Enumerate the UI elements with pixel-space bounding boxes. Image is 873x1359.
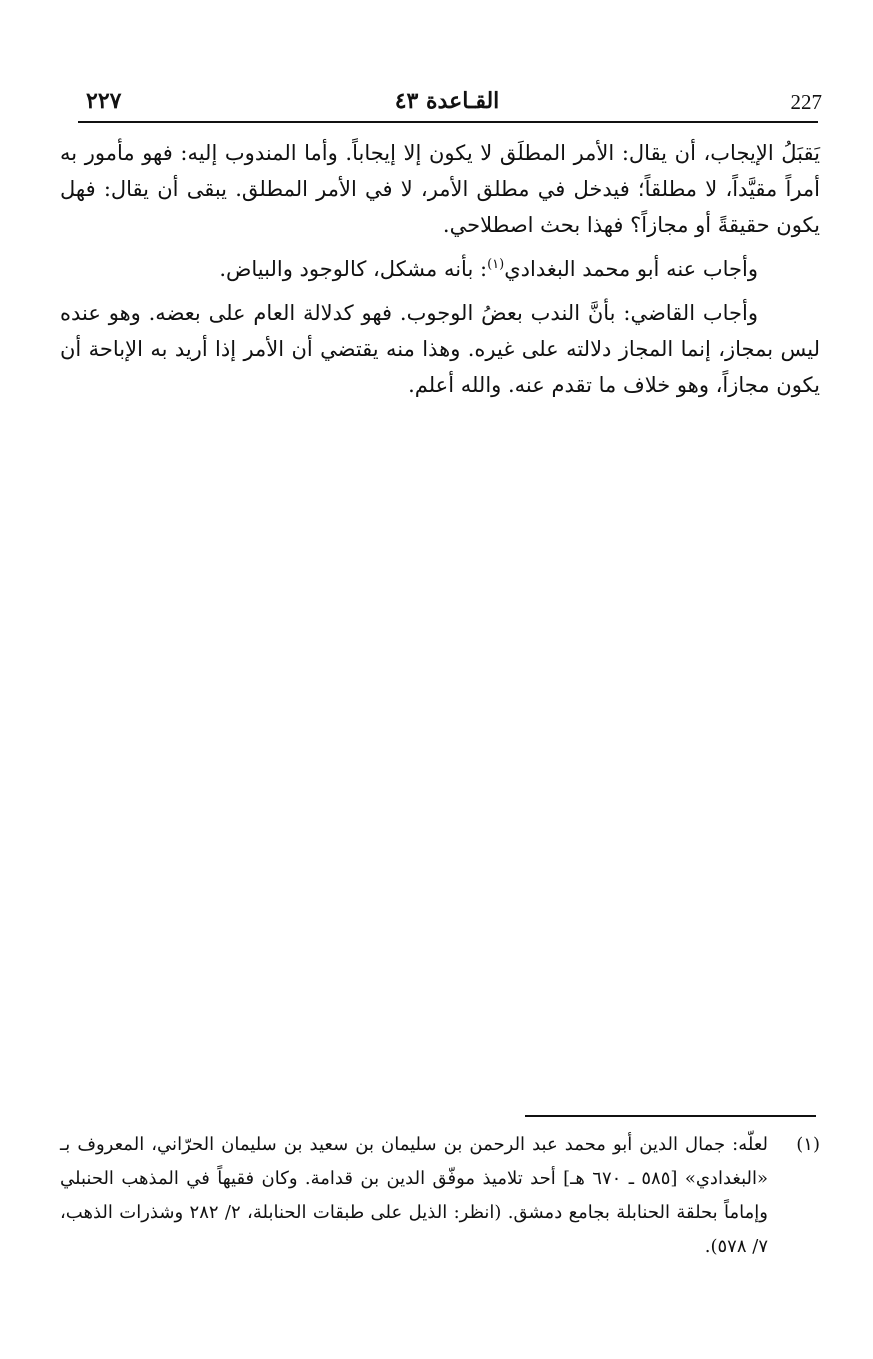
footnote-marker: (١): [796, 1134, 820, 1155]
paragraph-2-end: : بأنه مشكل، كالوجود والبياض.: [219, 257, 488, 281]
page-number-latin: 227: [790, 90, 822, 114]
footnote-reference: (١): [487, 257, 505, 272]
running-title: القـاعدة ٤٣: [394, 88, 500, 114]
paragraph-2: [60, 251, 820, 287]
header-rule: [78, 121, 818, 123]
footnote-text: لعلّه: جمال الدين أبو محمد عبد الرحمن بن سليمان بن سعيد بن سليمان الحرّاني، المعروف بـ «البغدادي» [٥٨٥ ـ ٦٧٠ هـ] أحد تلاميذ موفّق الدين بن قدامة. وكان فقيهاً في المذهب الحنبلي وإماماً بحلقة الحنابلة بجامع دمشق. (انظر: الذيل على طبقات الحنابلة، ٢/ ٢٨٢ وشذرات الذهب، ٧/ ٥٧٨).: [60, 1134, 769, 1257]
footnote-1: [60, 1128, 820, 1264]
main-text: [60, 135, 820, 411]
footnotes: [60, 1128, 820, 1264]
page-number-arabic: ٢٢٧: [86, 88, 122, 114]
footnote-rule: [525, 1115, 816, 1117]
paragraph-3: وأجاب القاضي: بأنَّ الندب بعضُ الوجوب. فهو كدلالة العام على بعضه. وهو عنده ليس بمجاز، إنما المجاز دلالته على غيره. وهذا منه يقتضي أن الأمر إذا أريد به الإباحة أن يكون مجازاً، وهو خلاف ما تقدم عنه. والله أعلم.: [60, 301, 820, 397]
page-header: [78, 84, 822, 120]
paragraph-2-start: وأجاب عنه أبو محمد البغدادي: [504, 257, 758, 281]
paragraph-1: يَقبَلُ الإيجاب، أن يقال: الأمر المطلَق لا يكون إلا إيجاباً. وأما المندوب إليه: فهو مأمور به أمراً مقيَّداً، لا مطلقاً؛ فيدخل في مطلق الأمر، لا في الأمر المطلق. يبقى أن يقال: فهل يكون حقيقةً أو مجازاً؟ فهذا بحث اصطلاحي.: [60, 141, 820, 237]
